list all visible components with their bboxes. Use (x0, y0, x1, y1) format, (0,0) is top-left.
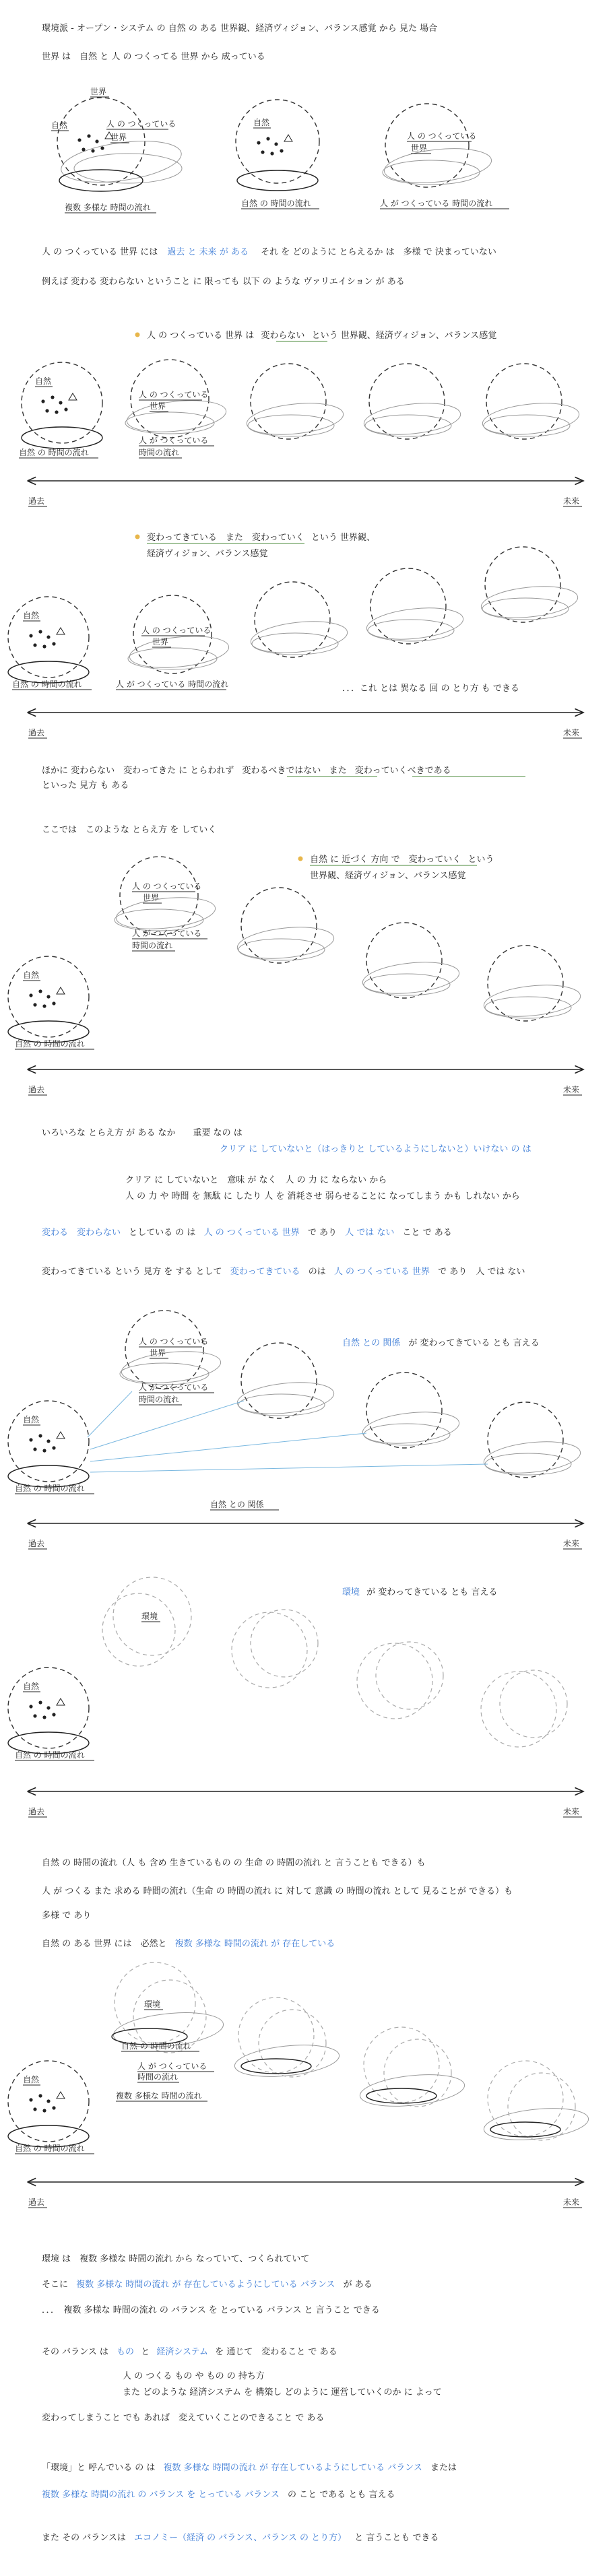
section1-diagrams (19, 360, 581, 458)
para1-line1: 人 の つくっている 世界 には 過去 と 未来 が ある それ を どのように とらえるか は 多様 で 決まっていない (42, 247, 496, 257)
svg-text:自然 の 時間の流れ: 自然 の 時間の流れ (15, 2144, 85, 2153)
para4-line2: 人 が つくる また 求める 時間の流れ（生命 の 時間の流れ に 対して 意識 の 時間の流れ として 見ることが できる）も (42, 1886, 513, 1896)
axis5-past: 過去 (28, 1807, 45, 1816)
svg-text:自然 の 時間の流れ: 自然 の 時間の流れ (15, 1039, 85, 1049)
axis3-past: 過去 (28, 1085, 45, 1094)
para5-line10: また その バランスは エコノミー（経済 の バランス、バランス の とり方） と 言うことも できる (42, 2533, 439, 2543)
para3-line3: 人 の 力 や 時間 を 無駄 に したり 人 を 消耗させ 弱らせることに なってしまう かも しれない から (125, 1191, 520, 1201)
para2-line3: ここでは このような とらえ方 を していく (42, 825, 217, 835)
axis2-future: 未来 (563, 728, 580, 737)
svg-text:世界: 世界 (152, 637, 169, 647)
section3-title: 自然 に 近づく 方向 で 変わっていく という (310, 855, 494, 865)
svg-text:自然: 自然 (253, 118, 270, 127)
section2-title: 変わってきている また 変わっていく という 世界観、 (147, 533, 376, 543)
para2-line1: ほかに 変わらない 変わってきた に とらわれず 変わるべきではない また 変わっていくべきである (42, 766, 451, 776)
svg-text:時間の流れ: 時間の流れ (132, 941, 173, 950)
svg-text:自然: 自然 (23, 611, 40, 620)
section1-title: 人 の つくっている 世界 は 変わらない という 世界観、経済ヴィジョン、バランス感覚 (147, 331, 497, 341)
axis1-future: 未来 (563, 496, 580, 506)
section2-title-2: 経済ヴィジョン、バランス感覚 (147, 549, 268, 559)
para5-line7: 変わってしまうこと でも あれば 変えていくことのできること で ある (42, 2413, 325, 2423)
section2-other: ．．．これ とは 異なる 回 の とり方 も できる (342, 684, 519, 694)
svg-text:自然 の 時間の流れ: 自然 の 時間の流れ (121, 2041, 191, 2051)
axis2-past: 過去 (28, 728, 45, 737)
axis5-future: 未来 (563, 1807, 580, 1816)
axis4-future: 未来 (563, 1539, 580, 1548)
svg-text:自然: 自然 (35, 376, 52, 386)
para4-line4: 自然 の ある 世界 には 必然と 複数 多様な 時間の流れ が 存在している (42, 1939, 335, 1949)
para4-line1: 自然 の 時間の流れ（人 も 含め 生きているもの の 生命 の 時間の流れ と 言うことも できる）も (42, 1858, 426, 1868)
svg-text:自然 の 時間の流れ: 自然 の 時間の流れ (19, 448, 89, 457)
svg-text:複数 多様な 時間の流れ: 複数 多様な 時間の流れ (116, 2091, 202, 2101)
section3-diagrams (8, 857, 582, 1049)
para5-line8: 「環境」と 呼んでいる の は 複数 多様な 時間の流れ が 存在しているようにしている バランス または (42, 2463, 457, 2473)
axis4-past: 過去 (28, 1539, 45, 1548)
svg-text:人 が つくっている: 人 が つくっている (139, 436, 209, 445)
svg-text:自然 の 時間の流れ: 自然 の 時間の流れ (241, 199, 311, 208)
diagram-top-3 (380, 104, 509, 209)
para5-line4: その バランス は もの と 経済システム を 通じて 変わること で ある (42, 2347, 337, 2357)
svg-text:時間の流れ: 時間の流れ (139, 448, 180, 457)
para3-line5: 変わってきている という 見方 を する として 変わってきている のは 人 の つくっている 世界 で あり 人 では ない (42, 1267, 525, 1277)
svg-text:時間の流れ: 時間の流れ (139, 1395, 180, 1404)
para5-line5: 人 の つくる もの や もの の 持ち方 (123, 2371, 265, 2381)
para5-line9: 複数 多様な 時間の流れ の バランス を とっている バランス の こと である とも 言える (42, 2490, 395, 2500)
para3-line4: 変わる 変わらない としている の は 人 の つくっている 世界 で あり 人 では ない こと で ある (42, 1228, 452, 1238)
svg-text:世界: 世界 (110, 133, 127, 142)
axis6-future: 未来 (563, 2198, 580, 2207)
axis6-past: 過去 (28, 2198, 45, 2207)
svg-text:人 の つくっている: 人 の つくっている (407, 131, 477, 141)
svg-text:人 が つくっている: 人 が つくっている (139, 1383, 209, 1392)
svg-text:世界: 世界 (143, 893, 160, 902)
section6-diagrams (8, 1962, 590, 2154)
svg-text:自然: 自然 (23, 1415, 40, 1424)
para5-line1: 環境 は 複数 多様な 時間の流れ から なっていて、つくられていて (42, 2254, 310, 2264)
section3-title-2: 世界観、経済ヴィジョン、バランス感覚 (310, 871, 466, 881)
para2-line2: といった 見方 も ある (42, 781, 129, 791)
svg-text:自然 の 時間の流れ: 自然 の 時間の流れ (12, 680, 82, 689)
para3-line2: クリア に していないと 意味 が なく 人 の 力 に ならない から (125, 1175, 387, 1185)
svg-text:世界: 世界 (150, 401, 166, 411)
svg-text:人 の つくっている: 人 の つくっている (139, 1337, 209, 1346)
label-human-world: 人 の つくっている (106, 119, 176, 129)
section2-diagrams (8, 547, 579, 690)
svg-text:人 が つくっている: 人 が つくっている (132, 929, 202, 938)
para1-line2: 例えば 変わる 変わらない ということ に 限っても 以下 の ような ヴァリエイション が ある (42, 277, 405, 287)
svg-text:人 の つくっている: 人 の つくっている (139, 390, 209, 399)
para5-line6: また どのような 経済システム を 構築し どのように 運営していくのか に よって (123, 2387, 442, 2398)
axis3-future: 未来 (563, 1085, 580, 1094)
svg-text:人 が つくっている 時間の流れ: 人 が つくっている 時間の流れ (380, 199, 493, 208)
svg-text:自然: 自然 (23, 2075, 40, 2084)
section5-title: 環境 が 変わってきている とも 言える (342, 1587, 498, 1597)
section4-title: 自然 との 関係 が 変わってきている とも 言える (342, 1338, 540, 1348)
svg-text:自然: 自然 (23, 970, 40, 980)
svg-text:人 の つくっている: 人 の つくっている (141, 626, 212, 635)
para5-line3: ．．． 複数 多様な 時間の流れ の バランス を とっている バランス と 言うこと できる (42, 2305, 380, 2315)
label-nature: 自然 (51, 121, 68, 130)
para5-line2: そこに 複数 多様な 時間の流れ が 存在しているようにしている バランス が ある (42, 2280, 373, 2290)
svg-text:自然: 自然 (23, 1682, 40, 1691)
svg-text:世界: 世界 (150, 1348, 166, 1358)
axis1-past: 過去 (28, 496, 45, 506)
para4-line3: 多様 で あり (42, 1911, 92, 1921)
diagram-top-2 (236, 100, 319, 209)
para3-line1b: クリア に していないと（はっきりと しているようにしないと）いけない の は (220, 1144, 531, 1154)
svg-text:人 が つくっている 時間の流れ: 人 が つくっている 時間の流れ (116, 680, 229, 689)
svg-text:人 の つくっている: 人 の つくっている (132, 882, 202, 891)
label-multi-time: 複数 多様な 時間の流れ (65, 203, 151, 212)
svg-text:時間の流れ: 時間の流れ (137, 2072, 179, 2082)
section5-diagrams (8, 1577, 567, 1760)
svg-text:環境: 環境 (144, 2000, 161, 2009)
svg-text:自然 の 時間の流れ: 自然 の 時間の流れ (15, 1750, 85, 1760)
para3-line1a: いろいろな とらえ方 が ある なか 重要 なの は (42, 1128, 243, 1138)
header-line2: 世界 は 自然 と 人 の つくってる 世界 から 成っている (42, 52, 265, 62)
label-environment: 環境 (141, 1612, 158, 1621)
label-relation: 自然 との 関係 (210, 1500, 264, 1509)
svg-text:人 が つくっている: 人 が つくっている (137, 2061, 207, 2071)
diagram-top-1 (51, 86, 184, 213)
label-world: 世界 (90, 87, 107, 96)
header-line1: 環境派 - オープン・システム の 自然 の ある 世界観、経済ヴィジョン、バランス感覚 から 見た 場合 (42, 24, 438, 34)
svg-text:自然 の 時間の流れ: 自然 の 時間の流れ (15, 1484, 85, 1493)
svg-text:世界: 世界 (411, 143, 428, 153)
